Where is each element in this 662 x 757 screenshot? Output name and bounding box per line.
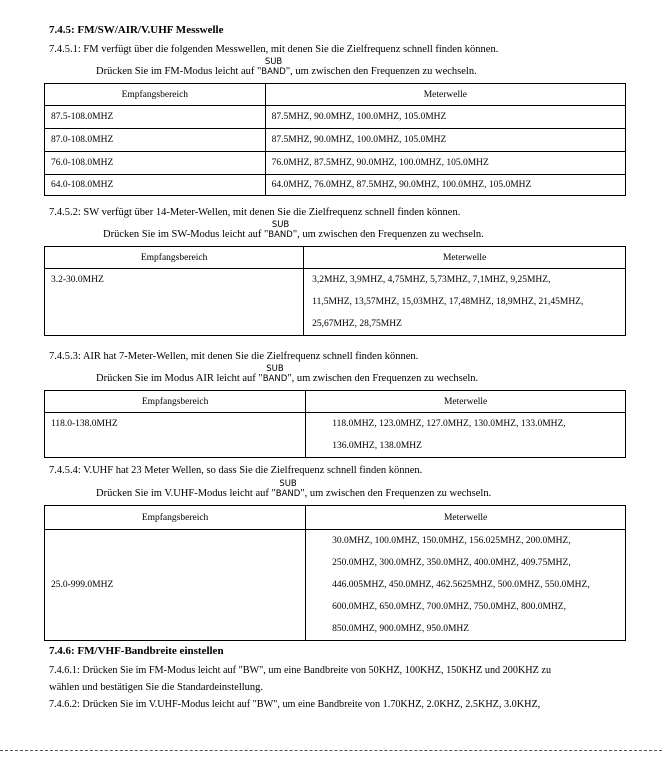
sw-wave-cell: [304, 269, 626, 336]
sw-wave-line: 3,2MHZ, 3,9MHZ, 4,75MHZ, 5,73MHZ, 7,1MHZ, 9,25MHZ,: [312, 275, 551, 285]
fm-instruction-before: Drücken Sie im FM-Modus leicht auf ": [96, 66, 262, 77]
page-footer-divider: [0, 750, 662, 751]
fm-table: [44, 83, 626, 196]
vuhf-wave-line: 446.005MHZ, 450.0MHZ, 462.5625MHZ, 500.0MHZ, 550.0MHZ,: [332, 580, 590, 590]
bw-fm-paragraph: 7.4.6.1: Drücken Sie im FM-Modus leicht auf "BW", um eine Bandbreite von 50KHZ, 100KHZ, 150KHZ und 200KHZ zu: [49, 665, 552, 676]
vuhf-header-range: Empfangsbereich: [45, 506, 306, 530]
vuhf-wave-cell: [306, 530, 626, 641]
air-table: [44, 390, 626, 458]
air-wave-line: 136.0MHZ, 138.0MHZ: [332, 441, 422, 451]
band-label: BAND: [261, 67, 286, 77]
section-heading-measuring-waves: 7.4.5: FM/SW/AIR/V.UHF Messwelle: [49, 24, 224, 36]
fm-wave-cell: 87.5MHZ, 90.0MHZ, 100.0MHZ, 105.0MHZ: [265, 129, 625, 152]
table-row: [45, 106, 626, 129]
air-intro: 7.4.5.3: AIR hat 7-Meter-Wellen, mit denen Sie die Zielfrequenz schnell finden können.: [49, 351, 419, 362]
table-row: [45, 175, 626, 196]
vuhf-header-wave: Meterwelle: [306, 506, 626, 530]
air-instruction-after: ", um zwischen den Frequenzen zu wechseln.: [287, 373, 479, 384]
vuhf-intro: 7.4.5.4: V.UHF hat 23 Meter Wellen, so dass Sie die Zielfrequenz schnell finden können.: [49, 465, 423, 476]
vuhf-instruction: [96, 479, 492, 499]
sub-band-key-label: [262, 364, 288, 384]
fm-range-cell: 87.0-108.0MHZ: [45, 129, 266, 152]
vuhf-table: [44, 505, 626, 641]
sub-band-key-label: [261, 57, 286, 77]
air-header-range: Empfangsbereich: [45, 391, 306, 413]
fm-intro: 7.4.5.1: FM verfügt über die folgenden Messwellen, mit denen Sie die Zielfrequenz schnell finden können.: [49, 44, 499, 55]
sub-label: SUB: [271, 220, 290, 230]
section-heading-bandwidth: 7.4.6: FM/VHF-Bandbreite einstellen: [49, 645, 224, 657]
band-label: BAND: [268, 230, 293, 240]
air-header-wave: Meterwelle: [306, 391, 626, 413]
sw-wave-line: 25,67MHZ, 28,75MHZ: [312, 319, 402, 329]
fm-header-range: Empfangsbereich: [45, 84, 266, 106]
bw-fm-paragraph-continued: wählen und bestätigen Sie die Standardeinstellung.: [49, 682, 264, 693]
table-row: [45, 530, 626, 641]
fm-header-wave: Meterwelle: [265, 84, 625, 106]
air-wave-cell: [306, 413, 626, 458]
sw-header-wave: Meterwelle: [304, 247, 626, 269]
band-label: BAND: [262, 374, 288, 384]
sw-instruction: [103, 220, 484, 240]
table-row: [45, 413, 626, 458]
sub-label: SUB: [266, 364, 284, 374]
vuhf-wave-line: 850.0MHZ, 900.0MHZ, 950.0MHZ: [332, 624, 470, 634]
vuhf-instruction-before: Drücken Sie im V.UHF-Modus leicht auf ": [96, 488, 276, 499]
sub-label: SUB: [264, 57, 283, 67]
band-label: BAND: [275, 489, 301, 499]
air-wave-line: 118.0MHZ, 123.0MHZ, 127.0MHZ, 130.0MHZ, 133.0MHZ,: [332, 419, 566, 429]
sw-table: [44, 246, 626, 336]
table-row: [45, 152, 626, 175]
sw-instruction-after: ", um zwischen den Frequenzen zu wechseln.: [292, 229, 484, 240]
sub-band-key-label: [275, 479, 301, 499]
vuhf-instruction-after: ", um zwischen den Frequenzen zu wechseln.: [300, 488, 492, 499]
fm-range-cell: 87.5-108.0MHZ: [45, 106, 266, 129]
sw-wave-line: 11,5MHZ, 13,57MHZ, 15,03MHZ, 17,48MHZ, 18,9MHZ, 21,45MHZ,: [312, 297, 584, 307]
sw-instruction-before: Drücken Sie im SW-Modus leicht auf ": [103, 229, 269, 240]
vuhf-range-cell: 25.0-999.0MHZ: [45, 530, 306, 641]
fm-instruction-after: ", um zwischen den Frequenzen zu wechseln.: [285, 66, 477, 77]
vuhf-wave-line: 600.0MHZ, 650.0MHZ, 700.0MHZ, 750.0MHZ, 800.0MHZ,: [332, 602, 566, 612]
fm-wave-cell: 64.0MHZ, 76.0MHZ, 87.5MHZ, 90.0MHZ, 100.0MHZ, 105.0MHZ: [265, 175, 625, 196]
sw-header-range: Empfangsbereich: [45, 247, 304, 269]
air-instruction-before: Drücken Sie im Modus AIR leicht auf ": [96, 373, 263, 384]
sub-label: SUB: [279, 479, 297, 489]
air-instruction: [96, 364, 479, 384]
sub-band-key-label: [268, 220, 293, 240]
table-row: [45, 269, 626, 336]
air-range-cell: 118.0-138.0MHZ: [45, 413, 306, 458]
fm-range-cell: 76.0-108.0MHZ: [45, 152, 266, 175]
vuhf-wave-line: 250.0MHZ, 300.0MHZ, 350.0MHZ, 400.0MHZ, 409.75MHZ,: [332, 558, 571, 568]
sw-intro: 7.4.5.2: SW verfügt über 14-Meter-Wellen, mit denen Sie die Zielfrequenz schnell finden können.: [49, 207, 461, 218]
sw-range-cell: 3.2-30.0MHZ: [45, 269, 304, 336]
fm-wave-cell: 87.5MHZ, 90.0MHZ, 100.0MHZ, 105.0MHZ: [265, 106, 625, 129]
fm-wave-cell: 76.0MHZ, 87.5MHZ, 90.0MHZ, 100.0MHZ, 105.0MHZ: [265, 152, 625, 175]
vuhf-wave-line: 30.0MHZ, 100.0MHZ, 150.0MHZ, 156.025MHZ, 200.0MHZ,: [332, 536, 571, 546]
fm-range-cell: 64.0-108.0MHZ: [45, 175, 266, 196]
bw-vuhf-paragraph: 7.4.6.2: Drücken Sie im V.UHF-Modus leicht auf "BW", um eine Bandbreite von 1.70KHZ, 2.0KHZ, 2.5KHZ, 3.0KHZ,: [49, 699, 541, 710]
table-row: [45, 129, 626, 152]
fm-instruction: [96, 57, 477, 77]
